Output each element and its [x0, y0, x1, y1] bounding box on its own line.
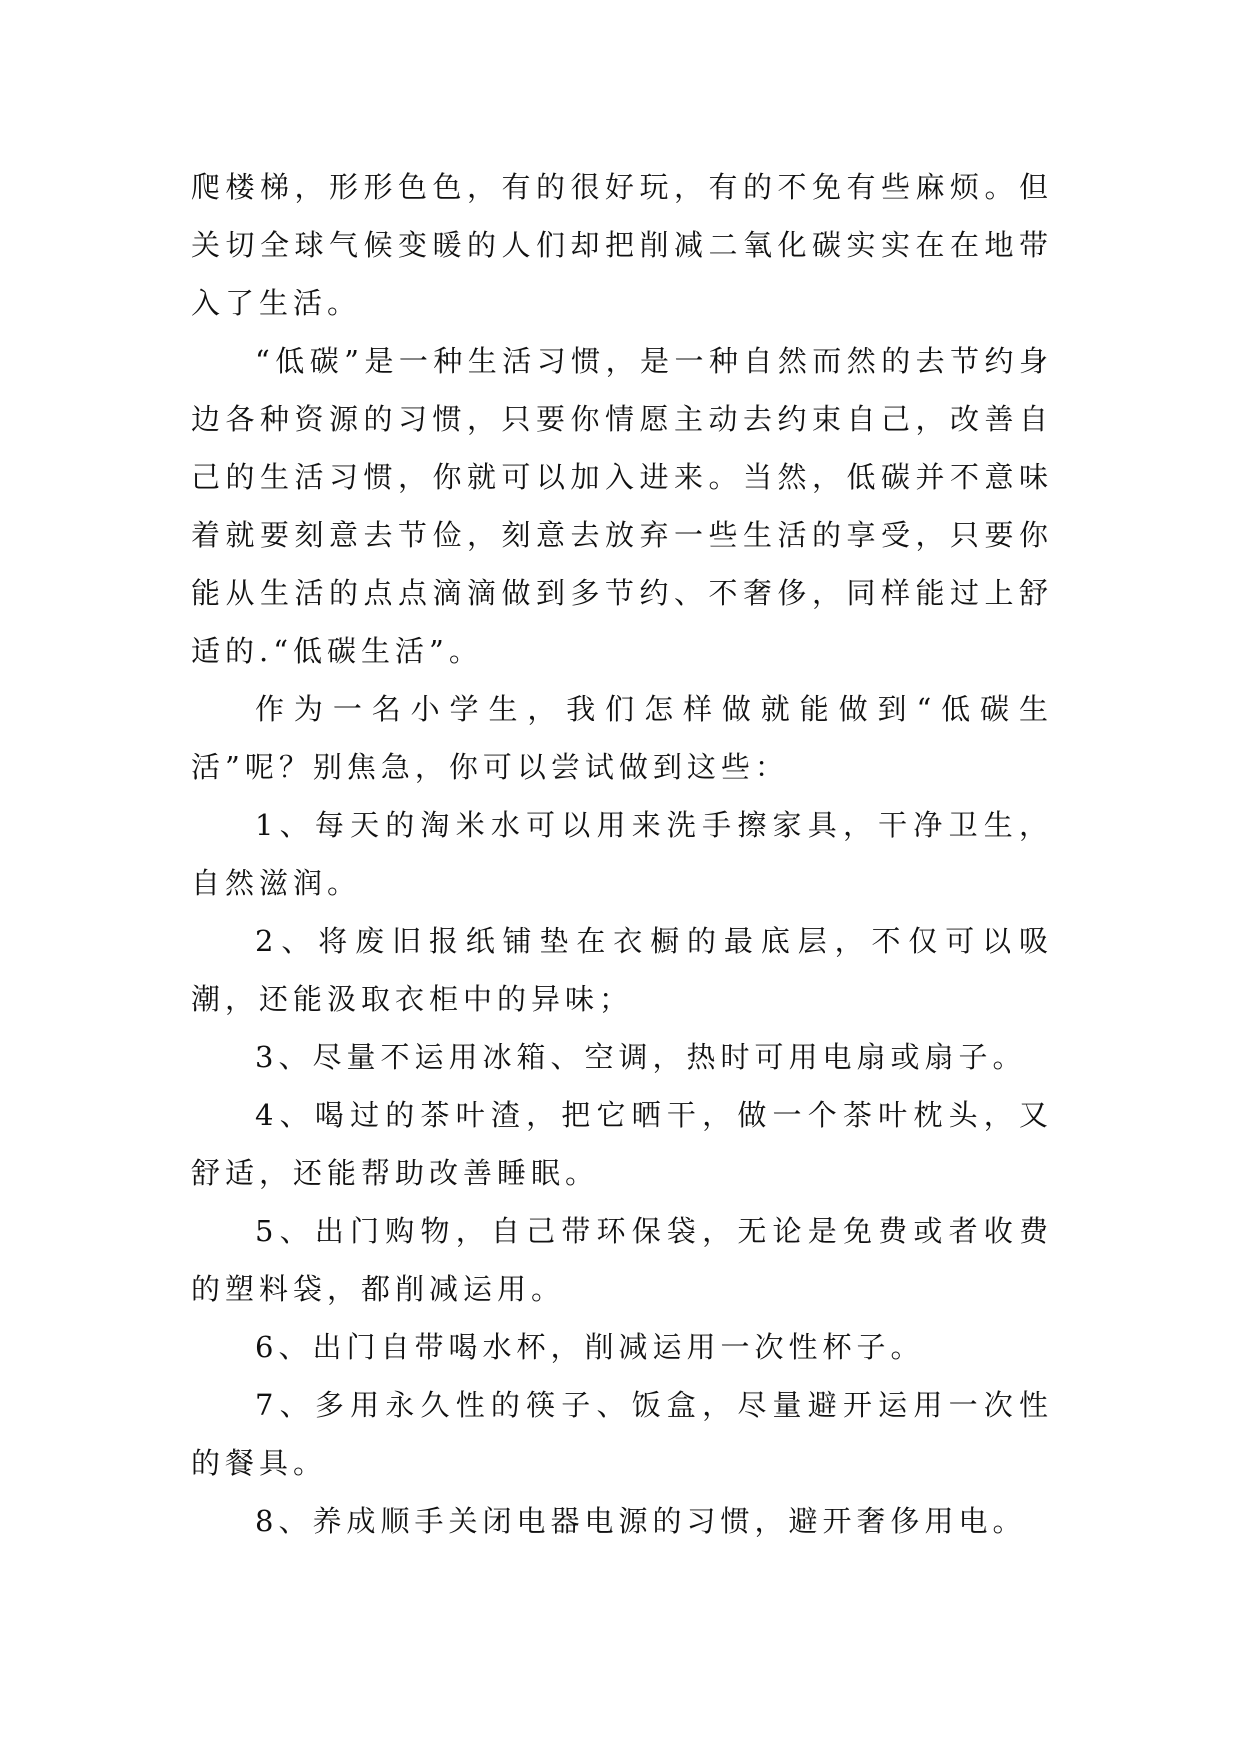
list-item-3: 3、尽量不运用冰箱、空调，热时可用电扇或扇子。 [255, 1040, 1027, 1074]
paragraph-intro: 爬楼梯，形形色色，有的很好玩，有的不免有些麻烦。但关切全球气候变暖的人们却把削减二氧化碳实实在在地带入了生活。 [191, 170, 1053, 320]
list-item-6: 6、出门自带喝水杯，削减运用一次性杯子。 [255, 1330, 925, 1364]
list-item-5: 5、出门购物，自己带环保袋，无论是免费或者收费的塑料袋，都削减运用。 [191, 1214, 1053, 1306]
list-item-8: 8、养成顺手关闭电器电源的习惯，避开奢侈用电。 [255, 1504, 1027, 1538]
list-item-7: 7、多用永久性的筷子、饭盒，尽量避开运用一次性的餐具。 [191, 1388, 1053, 1480]
list-item-2: 2、将废旧报纸铺垫在衣橱的最底层，不仅可以吸潮，还能汲取衣柜中的异味； [191, 924, 1053, 1016]
document-body [191, 158, 1053, 1550]
paragraph-student-question: 作为一名小学生，我们怎样做就能做到“低碳生活”呢？别焦急，你可以尝试做到这些： [191, 692, 1053, 784]
list-item-1: 1、每天的淘米水可以用来洗手擦家具，干净卫生，自然滋润。 [191, 808, 1053, 900]
list-item-4: 4、喝过的茶叶渣，把它晒干，做一个茶叶枕头，又舒适，还能帮助改善睡眠。 [191, 1098, 1053, 1190]
paragraph-low-carbon-habit: “低碳”是一种生活习惯，是一种自然而然的去节约身边各种资源的习惯，只要你情愿主动去约束自己，改善自己的生活习惯，你就可以加入进来。当然，低碳并不意味着就要刻意去节俭，刻意去放弃一些生活的享受，只要你能从生活的点点滴滴做到多节约、不奢侈，同样能过上舒适的.“低碳生活”。 [191, 344, 1053, 668]
